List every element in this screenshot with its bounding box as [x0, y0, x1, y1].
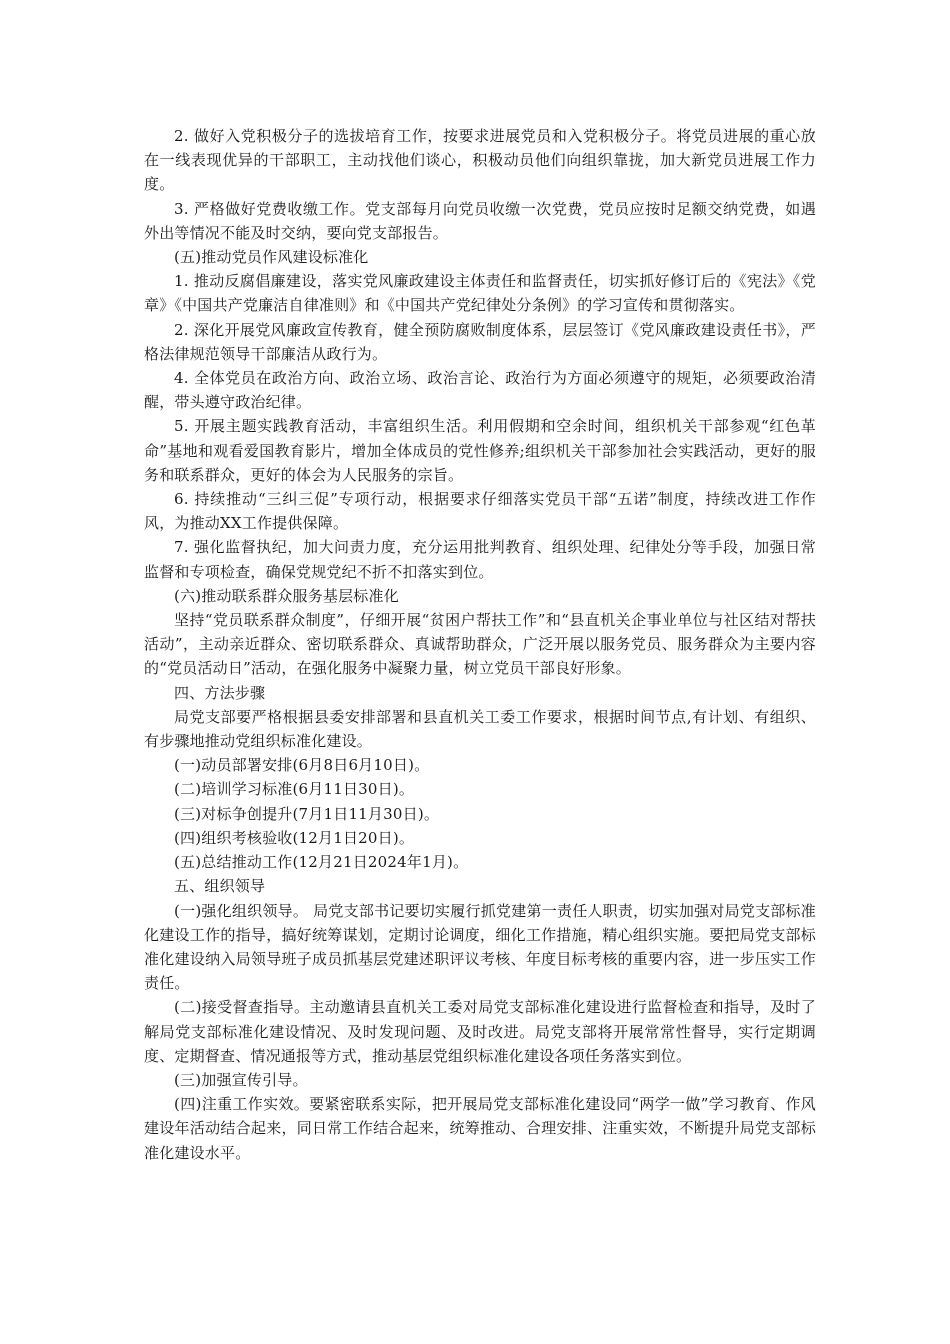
section-heading-6: (六)推动联系群众服务基层标准化: [174, 586, 399, 605]
paragraph-6: 5. 开展主题实践教育活动，丰富组织生活。利用假期和空余时间，组织机关干部参观“红色革命”基地和观看爱国教育影片，增加全体成员的党性修养;组织机关干部参加社会实践活动，更好的服务和联系群众，更好的体会为人民服务的宗旨。: [144, 417, 816, 484]
section-heading-5: (五)推动党员作风建设标准化: [174, 248, 369, 267]
paragraph-14: (四)注重工作实效。要紧密联系实际，把开展局党支部标准化建设同“两学一做”学习教育、作风建设年活动结合起来，同日常工作结合起来，统筹推动、合理安排、注重实效，不断提升局党支部标准化建设水平。: [144, 1095, 816, 1162]
paragraph-7: 6. 持续推动“三纠三促”专项行动，根据要求仔细落实党员干部“五诺”制度，持续改进工作作风，为推动XX工作提供保障。: [144, 490, 816, 533]
document-body: [144, 124, 816, 1165]
chapter-heading-5: 五、组织领导: [174, 877, 266, 896]
step-5: (五)总结推动工作(12月21日2024年1月)。: [174, 853, 469, 872]
paragraph-1: 2. 做好入党积极分子的选拔培育工作，按要求进展党员和入党积极分子。将党员进展的重心放在一线表现优异的干部职工，主动找他们谈心，积极动员他们向组织靠拢，加大新党员进展工作力度。: [144, 127, 816, 194]
paragraph-8: 7. 强化监督执纪，加大问责力度，充分运用批判教育、组织处理、纪律处分等手段，加强日常监督和专项检查，确保党规党纪不折不扣落实到位。: [144, 538, 816, 581]
paragraph-13: (三)加强宣传引导。: [174, 1070, 308, 1089]
step-1: (一)动员部署安排(6月8日6月10日)。: [174, 756, 430, 775]
paragraph-3: 1. 推动反腐倡廉建设，落实党风廉政建设主体责任和监督责任，切实抓好修订后的《宪法》《党章》《中国共产党廉洁自律准则》和《中国共产党纪律处分条例》的学习宣传和贯彻落实。: [144, 272, 816, 315]
paragraph-10: 局党支部要严格根据县委安排部署和县直机关工委工作要求，根据时间节点,有计划、有组织、有步骤地推动党组织标准化建设。: [144, 707, 816, 751]
paragraph-9: 坚持“党员联系群众制度”，仔细开展“贫困户帮扶工作”和“县直机关企事业单位与社区结对帮扶活动”，主动亲近群众、密切联系群众、真诚帮助群众，广泛开展以服务党员、服务群众为主要内容的“党员活动日”活动，在强化服务中凝聚力量，树立党员干部良好形象。: [144, 611, 816, 678]
step-2: (二)培训学习标准(6月11日30日)。: [174, 780, 415, 799]
paragraph-2: 3. 严格做好党费收缴工作。党支部每月向党员收缴一次党费，党员应按时足额交纳党费，如遇外出等情况不能及时交纳，要向党支部报告。: [144, 199, 816, 242]
paragraph-12: (二)接受督查指导。主动邀请县直机关工委对局党支部标准化建设进行监督检查和指导，及时了解局党支部标准化建设情况、及时发现问题、及时改进。局党支部将开展常常性督导，实行定期调度、定期督查、情况通报等方式，推动基层党组织标准化建设各项任务落实到位。: [144, 998, 816, 1065]
chapter-heading-4: 四、方法步骤: [174, 683, 266, 702]
step-3: (三)对标争创提升(7月1日11月30日)。: [174, 804, 440, 823]
step-4: (四)组织考核验收(12月1日20日)。: [174, 828, 415, 847]
paragraph-5: 4. 全体党员在政治方向、政治立场、政治言论、政治行为方面必须遵守的规矩，必须要政治清醒，带头遵守政治纪律。: [144, 369, 816, 412]
paragraph-11: (一)强化组织领导。 局党支部书记要切实履行抓党建第一责任人职责，切实加强对局党支部标准化建设工作的指导，搞好统筹谋划，定期讨论调度，细化工作措施，精心组织实施。要把局党支部标准化建设纳入局领导班子成员抓基层党建述职评议考核、年度目标考核的重要内容，进一步压实工作责任。: [144, 901, 816, 993]
paragraph-4: 2. 深化开展党风廉政宣传教育，健全预防腐败制度体系，层层签订《党风廉政建设责任书》，严格法律规范领导干部廉洁从政行为。: [144, 320, 816, 363]
